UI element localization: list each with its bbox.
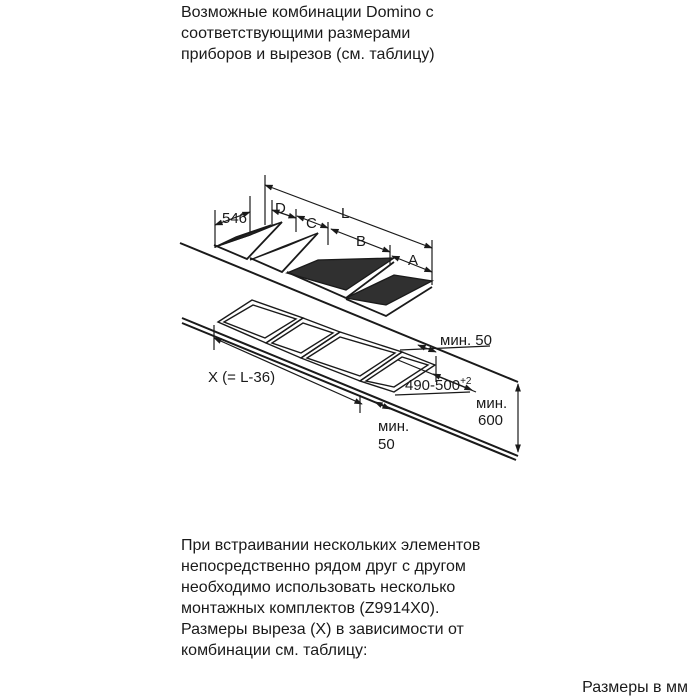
note-line: непосредственно рядом друг с другом (181, 558, 466, 575)
hob-module-d (214, 222, 282, 259)
dim-b-label: B (356, 233, 367, 250)
min-50-right-label: мин. 50 (440, 332, 492, 349)
note-line: При встраивании нескольких элементов (181, 537, 481, 554)
dim-546-label: 546 (222, 210, 248, 227)
units-caption: Размеры в мм (582, 679, 688, 696)
note-line: Размеры выреза (X) в зависимости от (181, 621, 464, 638)
dimension-lines (214, 175, 518, 452)
note-line: монтажных комплектов (Z9914X0). (181, 600, 440, 617)
dim-l-label: L (341, 205, 350, 222)
min-600-value: 600 (478, 412, 504, 429)
intro-line: Возможные комбинации Domino с (181, 4, 434, 21)
cutout-depth-range: 490-500 (405, 377, 461, 394)
cutout-width-formula: X (= L-36) (208, 369, 276, 386)
dim-a-label: A (408, 252, 419, 269)
dim-c-label: C (306, 215, 317, 232)
dim-d-label: D (275, 200, 286, 217)
mounting-note (181, 535, 480, 619)
intro-line: приборов и вырезов (см. таблицу) (181, 46, 435, 63)
cutout-depth-label (405, 376, 472, 394)
min-50-front-label: мин. (378, 418, 410, 435)
note-line: необходимо использовать несколько (181, 579, 456, 596)
cutout-note (181, 619, 464, 661)
intro-line: соответствующими размерами (181, 25, 411, 42)
min-50-front-value: 50 (378, 436, 395, 453)
note-line: комбинации см. таблицу: (181, 642, 368, 659)
min-600-label: мин. (476, 395, 508, 412)
cutout-depth-tolerance: +2 (460, 376, 472, 387)
